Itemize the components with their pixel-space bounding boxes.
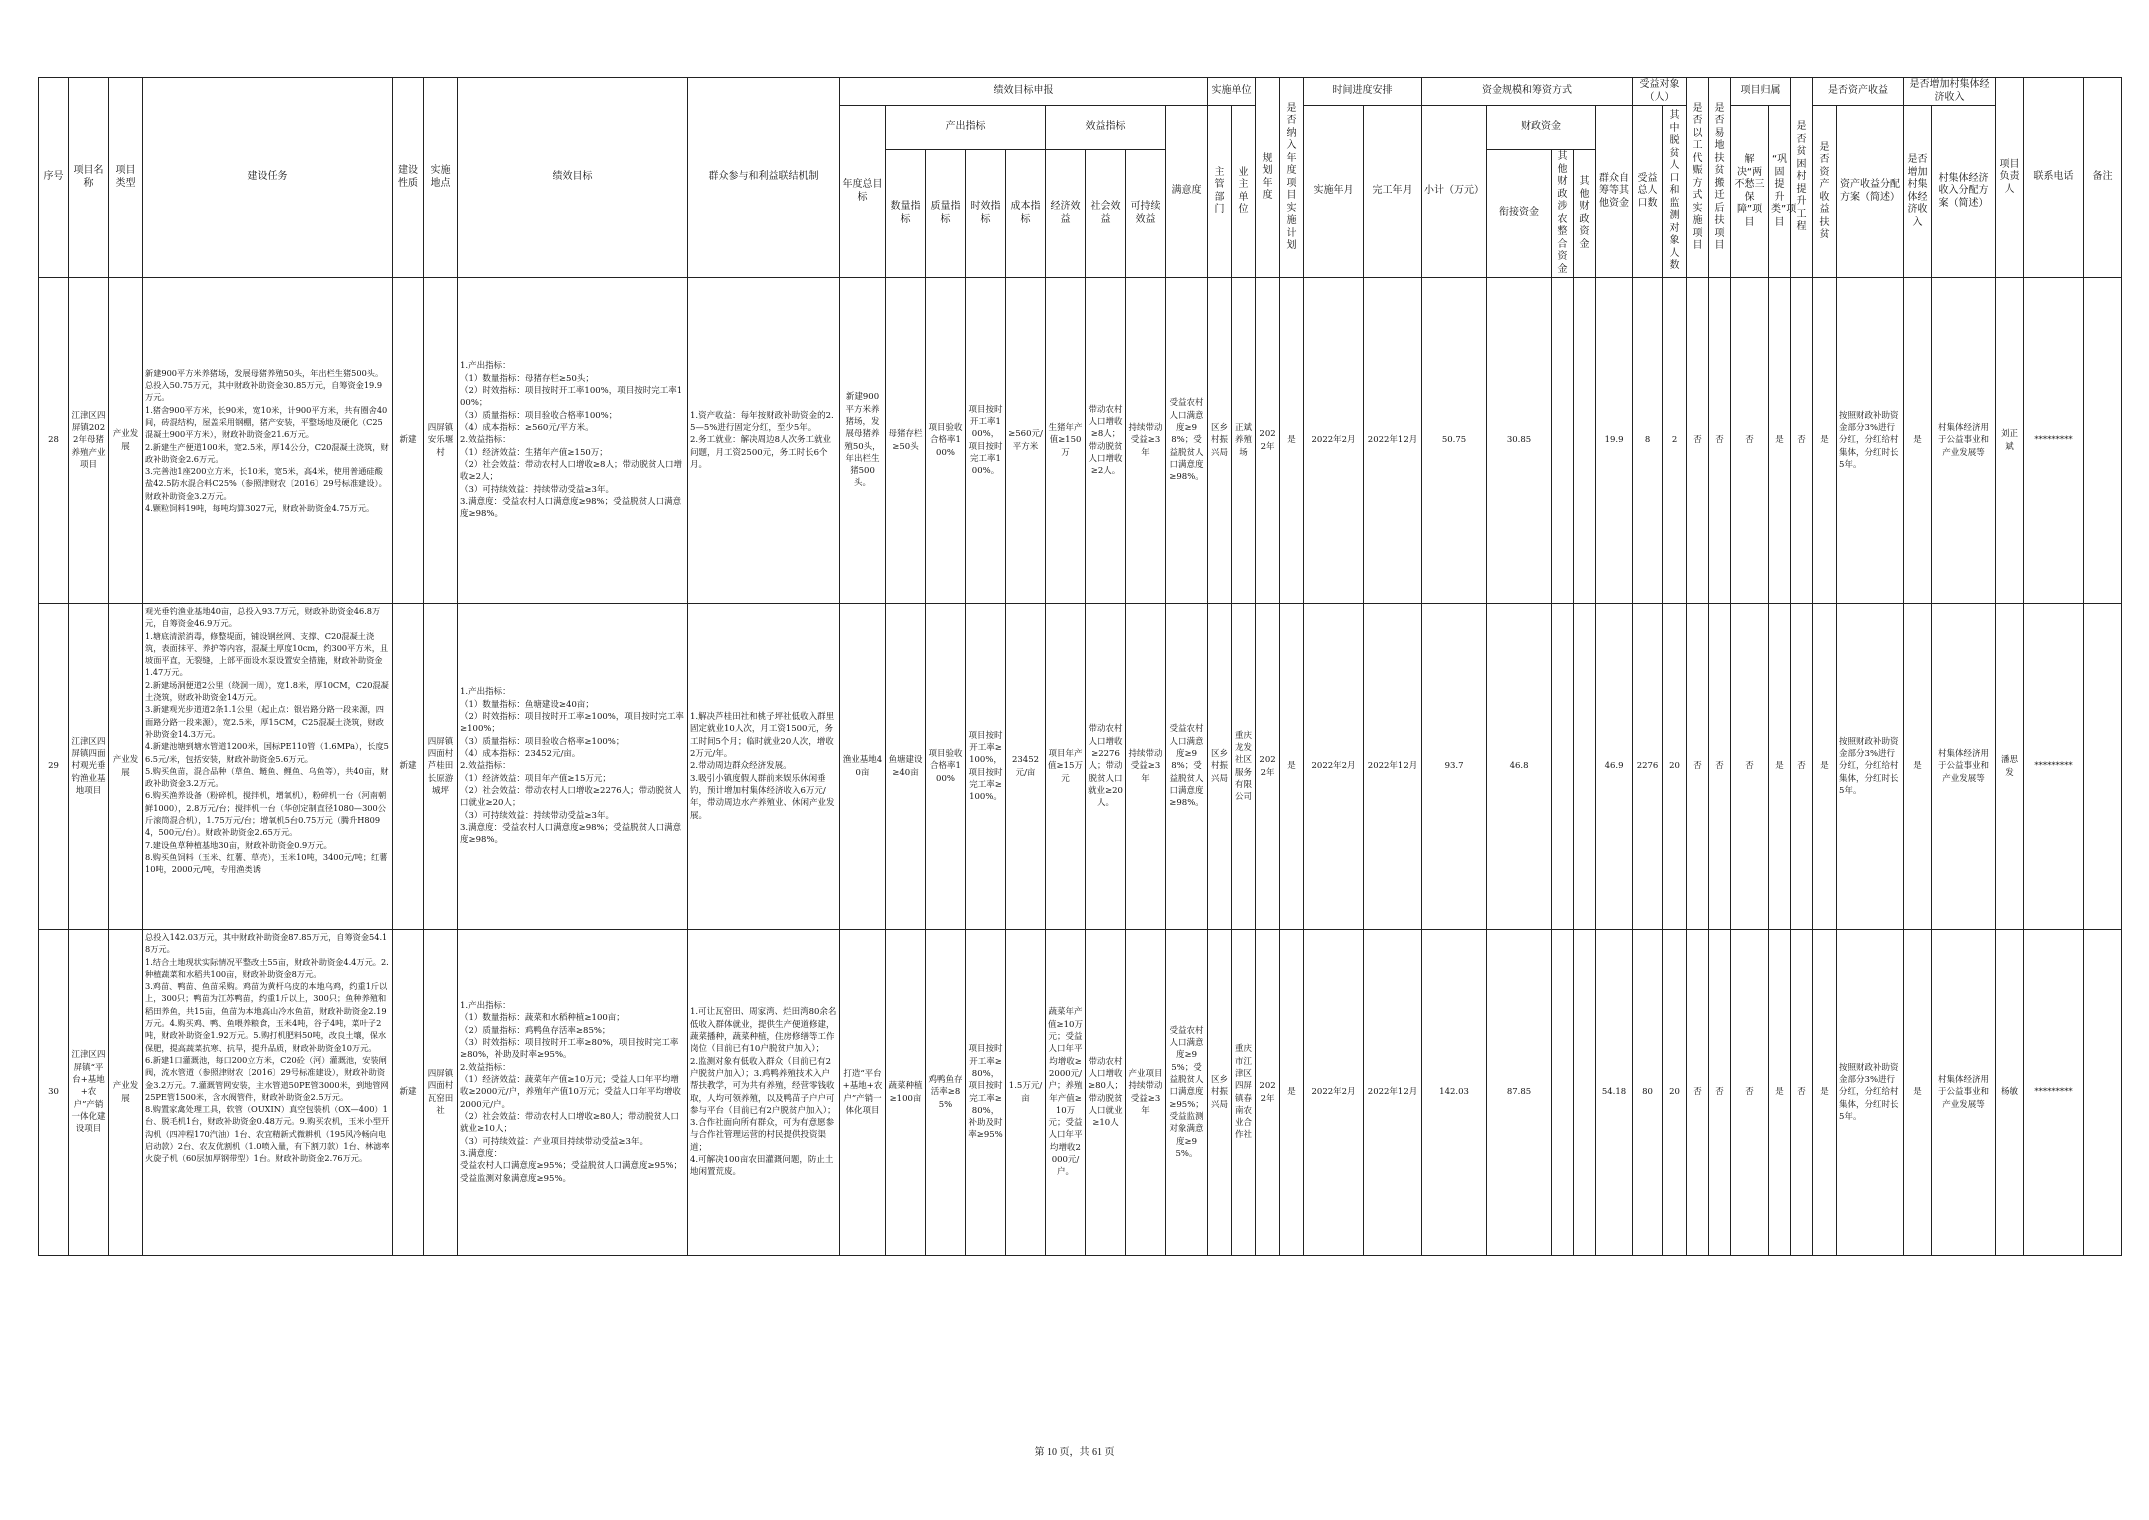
hdr-competent-dept: 主管部门 bbox=[1208, 106, 1232, 278]
cell-project-type: 产业发展 bbox=[109, 604, 143, 930]
cell-beneficiary-total: 80 bbox=[1633, 930, 1663, 1256]
hdr-work-relief: 是否以工代赈方式实施项目 bbox=[1687, 78, 1709, 278]
hdr-perf-report: 绩效目标申报 bbox=[840, 78, 1208, 106]
hdr-beneficiary-group: 受益对象（人） bbox=[1633, 78, 1687, 106]
cell-plan-year: 2022年 bbox=[1256, 930, 1280, 1256]
cell-collective-yes: 是 bbox=[1904, 930, 1932, 1256]
cell-seq: 30 bbox=[39, 930, 69, 1256]
hdr-asset-plan: 资产收益分配方案（简述） bbox=[1837, 106, 1904, 278]
cell-in-plan: 是 bbox=[1280, 930, 1304, 1256]
cell-location: 四屏镇安乐堰村 bbox=[424, 278, 458, 604]
cell-owner-unit: 重庆市江津区四屏镇春南农业合作社 bbox=[1232, 930, 1256, 1256]
hdr-output-quantity: 数量指标 bbox=[886, 150, 926, 278]
hdr-asset-poverty: 是否资产收益扶贫 bbox=[1813, 106, 1837, 278]
cell-plan-year: 2022年 bbox=[1256, 278, 1280, 604]
cell-project-type: 产业发展 bbox=[109, 278, 143, 604]
cell-output-time: 项目按时开工率≥100%，项目按时完工率≥100%。 bbox=[966, 604, 1006, 930]
cell-annual-target: 新建900平方米养猪场，发展母猪养殖50头，年出栏生猪500头。 bbox=[840, 278, 886, 604]
cell-two-no-three: 否 bbox=[1731, 278, 1769, 604]
cell-asset-poverty: 是 bbox=[1813, 930, 1837, 1256]
hdr-collective-yes: 是否增加村集体经济收入 bbox=[1904, 106, 1932, 278]
cell-mass-mechanism: 1.可让瓦窑田、周家湾、烂田湾80余名低收入群体就业，提供生产便道修建，蔬菜播种，蔬菜种植，住房修缮等工作岗位（目前已有10户脱贫户加入）； 2.监测对象有低收入群众（目前已有2户脱贫户加入）；3.鸡鸭养殖技术入户帮扶教学，可为共有养殖，经营零钱收取，人均可领养殖，以及鸭苗子户户可参与平台（目前已有2户脱贫户加入）； 3.合作社面向所有群众，可为有意愿参与合作社管理运营的村民提供投资渠道； 4.可解决100亩农田灌溉问题，防止土地闲置荒废。 bbox=[688, 930, 840, 1256]
cell-benefit-econ: 项目年产值≥15万元 bbox=[1046, 604, 1086, 930]
cell-subtotal: 50.75 bbox=[1422, 278, 1487, 604]
hdr-project-name: 项目名称 bbox=[69, 78, 109, 278]
hdr-annual-target: 年度总目标 bbox=[840, 106, 886, 278]
table-row bbox=[39, 278, 2122, 604]
cell-leader: 杨敏 bbox=[1996, 930, 2024, 1256]
hdr-perf-target: 绩效目标 bbox=[458, 78, 688, 278]
cell-fiscal-other bbox=[1574, 930, 1596, 1256]
hdr-output-cost: 成本指标 bbox=[1006, 150, 1046, 278]
cell-work-relief: 否 bbox=[1687, 278, 1709, 604]
hdr-benefit-econ: 经济效益 bbox=[1046, 150, 1086, 278]
hdr-relocation: 是否易地扶贫搬迁后扶项目 bbox=[1709, 78, 1731, 278]
cell-fiscal-other-integrated bbox=[1552, 930, 1574, 1256]
hdr-fiscal-other: 其他财政资金 bbox=[1574, 150, 1596, 278]
cell-output-cost: 23452元/亩 bbox=[1006, 604, 1046, 930]
cell-construction-task: 总投入142.03万元，其中财政补助资金87.85万元，自筹资金54.18万元。 1.结合土地现状实际情况平整改土55亩，财政补助资金4.4万元。2.种植蔬菜和水稻共100亩，财政补助资金8万元。 3.鸡苗、鸭苗、鱼苗采购。鸡苗为黄杆乌皮的本地乌鸡，约重1斤以上，300只；鸭苗为江苏鸭苗，约重1斤以上，300只；鱼种养殖和稻田养鱼，共15亩，鱼苗为本地高山冷水鱼苗，财政补助资金2.19万元。4.购买鸡、鸭、鱼喂养粮食，玉米4吨，谷子4吨，菜叶子2吨，财政补助资金1.92万元。5.购打机肥料50吨，改良土壤，保水保肥，提高蔬菜抗寒、抗旱，提升品质，财政补助资金10万元。 6.新建1口灌溉池，每口200立方米，C20砼（河）灌溉池，安装闸阀，流水管道（参照津财农〔2016〕29号标准建设），财政补助资金3.2万元。7.灌溉管网安装，主水管道50PE管3000米，到地管网25PE管1500米，含水阀管件，财政补助资金2.5万元。 8.购置家禽处理工具，软管（OUXIN）真空包装机（OX—400）1台、脱毛机1台，财政补助资金0.48万元。9.购买农机，玉米小型开沟机（四冲程170汽油）1台、农宜精新式微耕机（195风冷畅向电启动款）2台、农友优割机（1.0喷入量，有下割刀款）1台、林滤率火旋子机（60层加厚钢带型）1台。财政补助资金2.76万元。 bbox=[143, 930, 393, 1256]
hdr-consolidate: “巩固提升类”项目 bbox=[1769, 106, 1791, 278]
cell-asset-poverty: 是 bbox=[1813, 604, 1837, 930]
cell-in-plan: 是 bbox=[1280, 278, 1304, 604]
cell-construction-task: 新建900平方米养猪场，发展母猪养殖50头，年出栏生猪500头。总投入50.75万元，其中财政补助资金30.85万元，自筹资金19.9万元。 1.猪舍900平方米，长90米，宽10米，计900平方米，共有圈舍40间，砖混结构，屋盖采用钢棚，猪产安装，平整场地及硬化（C25混凝土900平方米），财政补助资金21.6万元。 2.新建生产便道100米，宽2.5米，厚14公分，C20混凝土浇筑，财政补助资金2.6万元。 3.完善池1座200立方米，长10米，宽5米，高4米，使用普通硅酸盐42.5防水混合料C25%（参照津财农〔2016〕29号标准建设）。财政补助资金3.2万元。 4.颗粒饲料19吨，每吨均算3027元，财政补助资金4.75万元。 bbox=[143, 278, 393, 604]
cell-competent-dept: 区乡村振兴局 bbox=[1208, 604, 1232, 930]
cell-output-time: 项目按时开工率100%，项目按时完工率100%。 bbox=[966, 278, 1006, 604]
cell-construction-nature: 新建 bbox=[393, 604, 424, 930]
cell-benefit-sustain: 持续带动受益≥3年 bbox=[1126, 604, 1166, 930]
cell-consolidate: 是 bbox=[1769, 604, 1791, 930]
hdr-collective-plan: 村集体经济收入分配方案（简述） bbox=[1932, 106, 1996, 278]
cell-self-raised: 54.18 bbox=[1596, 930, 1633, 1256]
cell-poor-village: 否 bbox=[1791, 278, 1813, 604]
cell-location: 四屏镇四面村芦桂田长原游城坪 bbox=[424, 604, 458, 930]
cell-owner-unit: 重庆龙发社区服务有限公司 bbox=[1232, 604, 1256, 930]
cell-fiscal-other bbox=[1574, 278, 1596, 604]
hdr-beneficiary-total: 受益总人口数 bbox=[1633, 106, 1663, 278]
cell-poor-village: 否 bbox=[1791, 930, 1813, 1256]
cell-collective-plan: 村集体经济用于公益事业和产业发展等 bbox=[1932, 278, 1996, 604]
cell-plan-year: 2022年 bbox=[1256, 604, 1280, 930]
cell-beneficiary-total: 2276 bbox=[1633, 604, 1663, 930]
hdr-in-plan: 是否纳入年度项目实施计划 bbox=[1280, 78, 1304, 278]
cell-phone: ********* bbox=[2024, 930, 2084, 1256]
cell-subtotal: 142.03 bbox=[1422, 930, 1487, 1256]
cell-benefit-econ: 生猪年产值≥150万 bbox=[1046, 278, 1086, 604]
cell-benefit-sustain: 持续带动受益≥3年 bbox=[1126, 278, 1166, 604]
hdr-mass-mechanism: 群众参与和利益联结机制 bbox=[688, 78, 840, 278]
cell-fiscal-other-integrated bbox=[1552, 278, 1574, 604]
cell-benefit-econ: 蔬菜年产值≥10万元；受益人口年平均增收≥2000元/户；养殖年产值≥10万元；受益人口年平均增收2000元/户。 bbox=[1046, 930, 1086, 1256]
cell-output-time: 项目按时开工率≥80%，项目按时完工率≥80%，补助及时率≥95% bbox=[966, 930, 1006, 1256]
cell-start-month: 2022年2月 bbox=[1304, 930, 1364, 1256]
cell-in-plan: 是 bbox=[1280, 604, 1304, 930]
cell-perf-target: 1.产出指标： （1）数量指标：蔬菜和水稻种植≥100亩； （2）质量指标：鸡鸭鱼存活率≥85%； （3）时效指标：项目按时开工率≥80%，项目按时完工率≥80%，补助及时率≥95%。 2.效益指标： （1）经济效益：蔬菜年产值≥10万元；受益人口年平均增收≥2000元/户，养殖年产值10万元；受益人口年平均增收2000元/户。 （2）社会效益：带动农村人口增收≥80人；带动脱贫人口就业≥10人； （3）可持续效益：产业项目持续带动受益≥3年。 3.满意度： 受益农村人口满意度≥95%；受益脱贫人口满意度≥95%；受益监测对象满意度≥95%。 bbox=[458, 930, 688, 1256]
hdr-start-month: 实施年月 bbox=[1304, 106, 1364, 278]
cell-fiscal-link: 46.8 bbox=[1487, 604, 1552, 930]
cell-project-name: 江津区四屏镇2022年母猪养殖产业项目 bbox=[69, 278, 109, 604]
hdr-belong-group: 项目归属 bbox=[1731, 78, 1791, 106]
cell-leader: 潘思发 bbox=[1996, 604, 2024, 930]
cell-start-month: 2022年2月 bbox=[1304, 604, 1364, 930]
cell-self-raised: 46.9 bbox=[1596, 604, 1633, 930]
cell-end-month: 2022年12月 bbox=[1364, 604, 1422, 930]
cell-work-relief: 否 bbox=[1687, 930, 1709, 1256]
cell-output-quantity: 鱼塘建设≥40亩 bbox=[886, 604, 926, 930]
hdr-fiscal-link: 衔接资金 bbox=[1487, 150, 1552, 278]
cell-remark bbox=[2084, 604, 2122, 930]
hdr-poor-village: 是否贫困村提升工程 bbox=[1791, 78, 1813, 278]
cell-seq: 29 bbox=[39, 604, 69, 930]
cell-construction-task: 观光垂钓渔业基地40亩，总投入93.7万元，财政补助资金46.8万元，自筹资金46.9万元。 1.塘底清淤消毒，修整堤面，铺设钢丝网、支撑、C20混凝土浇筑，表面抹平、养护等内容，混凝土厚度10cm，约300平方米，且坡面平直，无裂缝，上部平面设水泵设置安全措施，财政补助资金1.47万元。 2.新建场洞便道2公里（绕洞一周），宽1.8米，厚10CM，C20混凝土浇筑，财政补助资金14万元。 3.新建观光步道道2条1.1公里（起止点：银岩路分路一段来源，四面路分路一段来源），宽2.5米，厚15CM，C25混凝土浇筑，财政补助资金14.3万元。 4.新建池塘到塘水管道1200米，国标PE110管（1.6MPa），长度56.5元/米，包括安装，财政补助资金5.6万元。 5.购买鱼苗，混合品种（草鱼、鲢鱼、鲤鱼、乌鱼等），共40亩，财政补助资金3.2万元。 6.购买渔养设备（粉碎机，搅拌机，增氧机），粉碎机一台（河南朝鲜1000），2.8万元/台；搅拌机一台（华创定制直径1080—300公斤滚筒混合机），1.75万元/台；增氧机5台0.75万元（腾升H8094，500元/台）。财政补助资金2.65万元。 7.建设鱼草种植基地30亩，财政补助资金0.9万元。 8.购买鱼饲料（玉米、红薯、草壳），玉米10吨，3400元/吨；红薯10吨，2000元/吨，专用渔类诱 bbox=[143, 604, 393, 930]
cell-project-name: 江津区四屏镇“平台+基地+农户”产销一体化建设项目 bbox=[69, 930, 109, 1256]
hdr-fiscal-group: 财政资金 bbox=[1487, 106, 1596, 150]
cell-beneficiary-poor: 20 bbox=[1663, 604, 1687, 930]
hdr-project-type: 项目类型 bbox=[109, 78, 143, 278]
cell-asset-plan: 按照财政补助资金部分3%进行分红，分红给村集体，分红时长5年。 bbox=[1837, 278, 1904, 604]
hdr-collective-group: 是否增加村集体经济收入 bbox=[1904, 78, 1996, 106]
cell-project-type: 产业发展 bbox=[109, 930, 143, 1256]
page-footer: 第 10 页，共 61 页 bbox=[1034, 1447, 1115, 1458]
cell-benefit-social: 带动农村人口增收≥80人；带动脱贫人口就业≥10人 bbox=[1086, 930, 1126, 1256]
cell-phone: ********* bbox=[2024, 278, 2084, 604]
cell-benefit-social: 带动农村人口增收≥2276人；带动脱贫人口就业≥20人。 bbox=[1086, 604, 1126, 930]
cell-subtotal: 93.7 bbox=[1422, 604, 1487, 930]
hdr-two-no-three: 解决“两不愁三保障”项目 bbox=[1731, 106, 1769, 278]
cell-asset-plan: 按照财政补助资金部分3%进行分红，分红给村集体，分红时长5年。 bbox=[1837, 604, 1904, 930]
cell-annual-target: 打造“平台+基地+农户”产销一体化项目 bbox=[840, 930, 886, 1256]
cell-relocation: 否 bbox=[1709, 604, 1731, 930]
hdr-owner-unit: 业主单位 bbox=[1232, 106, 1256, 278]
cell-poor-village: 否 bbox=[1791, 604, 1813, 930]
cell-start-month: 2022年2月 bbox=[1304, 278, 1364, 604]
cell-construction-nature: 新建 bbox=[393, 930, 424, 1256]
cell-consolidate: 是 bbox=[1769, 930, 1791, 1256]
cell-collective-plan: 村集体经济用于公益事业和产业发展等 bbox=[1932, 604, 1996, 930]
cell-fiscal-link: 30.85 bbox=[1487, 278, 1552, 604]
hdr-phone: 联系电话 bbox=[2024, 78, 2084, 278]
cell-self-raised: 19.9 bbox=[1596, 278, 1633, 604]
cell-output-cost: ≥560元/平方米 bbox=[1006, 278, 1046, 604]
cell-satisfaction: 受益农村人口满意度≥98%；受益脱贫人口满意度≥98%。 bbox=[1166, 278, 1208, 604]
hdr-benefit-group: 效益指标 bbox=[1046, 106, 1166, 150]
cell-relocation: 否 bbox=[1709, 930, 1731, 1256]
cell-beneficiary-total: 8 bbox=[1633, 278, 1663, 604]
cell-benefit-social: 带动农村人口增收≥8人；带动脱贫人口增收≥2人。 bbox=[1086, 278, 1126, 604]
cell-end-month: 2022年12月 bbox=[1364, 930, 1422, 1256]
hdr-output-group: 产出指标 bbox=[886, 106, 1046, 150]
hdr-output-quality: 质量指标 bbox=[926, 150, 966, 278]
cell-satisfaction: 受益农村人口满意度≥95%；受益脱贫人口满意度≥95%；受益监测对象满意度≥95%。 bbox=[1166, 930, 1208, 1256]
cell-collective-yes: 是 bbox=[1904, 278, 1932, 604]
cell-perf-target: 1.产出指标： （1）数量指标：鱼塘建设≥40亩； （2）时效指标：项目按时开工率≥100%，项目按时完工率≥100%； （3）质量指标：项目验收合格率≥100%； （4）成本指标：23452元/亩。 2.效益指标： （1）经济效益：项目年产值≥15万元； （2）社会效益：带动农村人口增收≥2276人；带动脱贫人口就业≥20人； （3）可持续效益：持续带动受益≥3年。 3.满意度：受益农村人口满意度≥98%；受益脱贫人口满意度≥98%。 bbox=[458, 604, 688, 930]
cell-leader: 刘正斌 bbox=[1996, 278, 2024, 604]
hdr-construction-nature: 建设性质 bbox=[393, 78, 424, 278]
cell-competent-dept: 区乡村振兴局 bbox=[1208, 930, 1232, 1256]
cell-phone: ********* bbox=[2024, 604, 2084, 930]
hdr-subtotal: 小计（万元） bbox=[1422, 106, 1487, 278]
cell-beneficiary-poor: 2 bbox=[1663, 278, 1687, 604]
hdr-seq: 序号 bbox=[39, 78, 69, 278]
cell-collective-yes: 是 bbox=[1904, 604, 1932, 930]
cell-satisfaction: 受益农村人口满意度≥98%；受益脱贫人口满意度≥98%。 bbox=[1166, 604, 1208, 930]
cell-perf-target: 1.产出指标： （1）数量指标：母猪存栏≥50头； （2）时效指标：项目按时开工率100%，项目按时完工率100%； （3）质量指标：项目验收合格率100%； （4）成本指标：≥560元/平方米。 2.效益指标： （1）经济效益：生猪年产值≥150万； （2）社会效益：带动农村人口增收≥8人；带动脱贫人口增收≥2人； （3）可持续效益：持续带动受益≥3年。 3.满意度：受益农村人口满意度≥98%；受益脱贫人口满意度≥98%。 bbox=[458, 278, 688, 604]
hdr-self-raised: 群众自筹等其他资金 bbox=[1596, 106, 1633, 278]
cell-benefit-sustain: 产业项目持续带动受益≥3年 bbox=[1126, 930, 1166, 1256]
hdr-impl-unit: 实施单位 bbox=[1208, 78, 1256, 106]
cell-relocation: 否 bbox=[1709, 278, 1731, 604]
hdr-location: 实施地点 bbox=[424, 78, 458, 278]
cell-beneficiary-poor: 20 bbox=[1663, 930, 1687, 1256]
cell-fiscal-link: 87.85 bbox=[1487, 930, 1552, 1256]
hdr-remark: 备注 bbox=[2084, 78, 2122, 278]
cell-output-quality: 项目验收合格率100% bbox=[926, 278, 966, 604]
hdr-asset-group: 是否资产收益 bbox=[1813, 78, 1904, 106]
cell-fiscal-other-integrated bbox=[1552, 604, 1574, 930]
cell-project-name: 江津区四屏镇四面村观光垂钓渔业基地项目 bbox=[69, 604, 109, 930]
cell-annual-target: 渔业基地40亩 bbox=[840, 604, 886, 930]
cell-output-quantity: 母猪存栏≥50头 bbox=[886, 278, 926, 604]
cell-owner-unit: 正斌养殖场 bbox=[1232, 278, 1256, 604]
hdr-end-month: 完工年月 bbox=[1364, 106, 1422, 278]
hdr-benefit-sustain: 可持续效益 bbox=[1126, 150, 1166, 278]
hdr-schedule: 时间进度安排 bbox=[1304, 78, 1422, 106]
cell-location: 四屏镇四面村瓦窑田社 bbox=[424, 930, 458, 1256]
cell-two-no-three: 否 bbox=[1731, 604, 1769, 930]
cell-construction-nature: 新建 bbox=[393, 278, 424, 604]
cell-asset-poverty: 是 bbox=[1813, 278, 1837, 604]
cell-mass-mechanism: 1.解决芦桂田社和桃子坪社低收入群里固定就业10人次，月工资1500元，务工时间5个月；临时就业20人次，增收2万元/年。 2.带动周边群众经济发展。 3.吸引小镇度假人群前来娱乐休闲垂钓，预计增加村集体经济收入6万元/年，带动周边水产养殖业、休闲产业发展。 bbox=[688, 604, 840, 930]
cell-competent-dept: 区乡村振兴局 bbox=[1208, 278, 1232, 604]
hdr-beneficiary-poor: 其中脱贫人口和监测对象人数 bbox=[1663, 106, 1687, 278]
hdr-leader: 项目负责人 bbox=[1996, 78, 2024, 278]
cell-seq: 28 bbox=[39, 278, 69, 604]
hdr-satisfaction: 满意度 bbox=[1166, 106, 1208, 278]
cell-remark bbox=[2084, 930, 2122, 1256]
hdr-construction-task: 建设任务 bbox=[143, 78, 393, 278]
cell-output-cost: 1.5万元/亩 bbox=[1006, 930, 1046, 1256]
table-row bbox=[39, 930, 2122, 1256]
cell-mass-mechanism: 1.资产收益：每年按财政补助资金的2.5—5%进行固定分红，至少5年。 2.务工就业：解决周边8人次务工就业问题，月工资2500元，务工时长6个月。 bbox=[688, 278, 840, 604]
hdr-fund-group: 资金规模和筹资方式 bbox=[1422, 78, 1633, 106]
cell-output-quality: 鸡鸭鱼存活率≥85% bbox=[926, 930, 966, 1256]
cell-end-month: 2022年12月 bbox=[1364, 278, 1422, 604]
cell-fiscal-other bbox=[1574, 604, 1596, 930]
hdr-fiscal-other-integrated: 其他财政涉农整合资金 bbox=[1552, 150, 1574, 278]
cell-output-quantity: 蔬菜种植≥100亩 bbox=[886, 930, 926, 1256]
cell-consolidate: 是 bbox=[1769, 278, 1791, 604]
table-row bbox=[39, 604, 2122, 930]
hdr-plan-year: 规划年度 bbox=[1256, 78, 1280, 278]
cell-two-no-three: 否 bbox=[1731, 930, 1769, 1256]
project-table bbox=[38, 77, 2122, 1256]
cell-collective-plan: 村集体经济用于公益事业和产业发展等 bbox=[1932, 930, 1996, 1256]
cell-asset-plan: 按照财政补助资金部分3%进行分红，分红给村集体，分红时长5年。 bbox=[1837, 930, 1904, 1256]
cell-remark bbox=[2084, 278, 2122, 604]
cell-output-quality: 项目验收合格率100% bbox=[926, 604, 966, 930]
hdr-benefit-social: 社会效益 bbox=[1086, 150, 1126, 278]
hdr-output-time: 时效指标 bbox=[966, 150, 1006, 278]
cell-work-relief: 否 bbox=[1687, 604, 1709, 930]
